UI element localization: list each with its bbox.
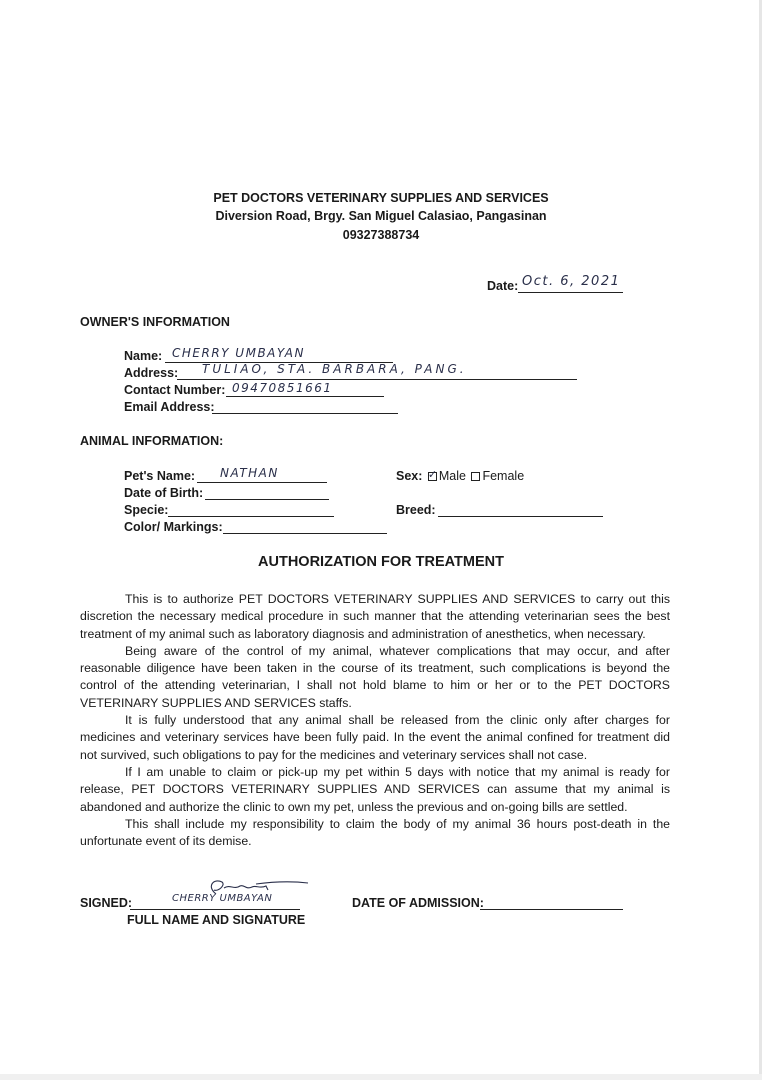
owner-contact-value: 09470851661 [232,381,333,395]
authorization-body [80,591,670,850]
sex-label: Sex: [396,469,423,483]
color-label: Color/ Markings: [124,520,223,534]
date-label: Date: [487,279,519,293]
company-address: Diversion Road, Brgy. San Miguel Calasiao, Pangasinan [215,209,547,223]
admission-label: DATE OF ADMISSION: [352,896,484,910]
owner-heading: OWNER'S INFORMATION [80,315,230,329]
owner-email-label: Email Address: [124,400,215,414]
owner-address-line [177,379,577,380]
pet-name-value: NATHAN [220,466,279,480]
authorization-title: AUTHORIZATION FOR TREATMENT [258,554,504,570]
paragraph: This is to authorize PET DOCTORS VETERINARY SUPPLIES AND SERVICES to carry out this discretion the necessary medical procedure in such manner that the attending veterinarian sees the best treatment of my animal such as laboratory diagnosis and administration of anesthetics, when necessary. [80,592,670,641]
checkmark-icon: ✓ [427,469,438,482]
pet-name-line [197,482,327,483]
breed-line [438,516,603,517]
signed-name-value: CHERRY UMBAYAN [172,893,273,904]
animal-heading: ANIMAL INFORMATION: [80,434,224,448]
color-line [223,533,387,534]
owner-email-line [212,413,398,414]
signed-label: SIGNED: [80,896,133,910]
male-option-label: Male [438,469,466,483]
handwritten-signature [196,876,311,906]
owner-name-value: CHERRY UMBAYAN [172,346,305,360]
specie-label: Specie: [124,503,169,517]
admission-line [480,909,623,910]
paragraph: If I am unable to claim or pick-up my pet within 5 days with notice that my animal is ready for release, PET DOCTORS VETERINARY SUPPLIES AND SERVICES can assume that my animal is abandoned and authorize the clinic to own my pet, unless the previous and on-going bills are settled. [80,764,670,814]
pet-name-label: Pet's Name: [124,469,196,483]
dob-line [205,499,329,500]
female-option-label: Female [482,469,525,483]
owner-contact-label: Contact Number: [124,383,226,397]
owner-name-label: Name: [124,349,163,363]
date-line [518,292,623,293]
male-checkbox[interactable] [427,469,438,482]
breed-label: Breed: [396,503,436,517]
female-checkbox[interactable] [471,472,480,481]
paragraph: This shall include my responsibility to claim the body of my animal 36 hours post-death in the unfortunate event of its demise. [80,816,670,849]
signature-caption: FULL NAME AND SIGNATURE [127,913,306,927]
company-name: PET DOCTORS VETERINARY SUPPLIES AND SERVICES [213,191,549,205]
paragraph: Being aware of the control of my animal, whatever complications that may occur, and after reasonable diligence have been taken in the course of its treatment, such complications is beyond the control of the attending veterinarian, I shall not hold blame to him or her or to the PET DOCTORS VETERINARY SUPPLIES AND SERVICES staffs. [80,643,670,710]
date-value: Oct. 6, 2021 [522,274,621,289]
sex-field [396,469,524,483]
scan-edge-bottom [0,1074,762,1080]
specie-line [168,516,334,517]
owner-address-value: TULIAO, STA. BARBARA, PANG. [202,362,467,376]
company-phone: 09327388734 [342,228,420,242]
owner-address-label: Address: [124,366,179,380]
dob-label: Date of Birth: [124,486,204,500]
owner-contact-line [226,396,384,397]
signature-line [130,909,300,910]
paragraph: It is fully understood that any animal shall be released from the clinic only after charges for medicines and veterinary services have been fully paid. In the event the animal confined for treatment did not survived, such obligations to pay for the medicines and veterinary services shall not case. [80,713,670,762]
